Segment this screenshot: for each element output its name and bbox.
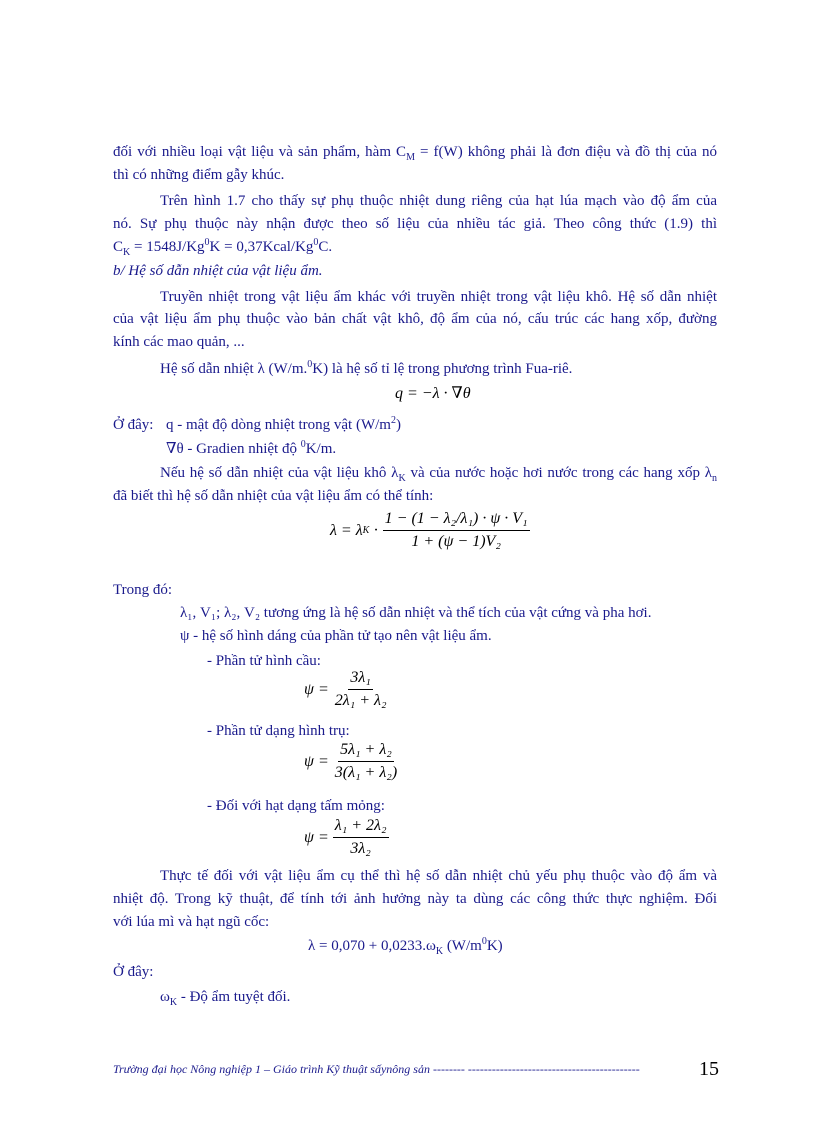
paragraph-line: Nếu hệ số dẫn nhiệt của vật liệu khô $\lambda_K$ và của nước hoặc hơi nước trong các hang xốp $\lambda_n$ xyxy=(160,465,717,484)
equation-moist-conductivity: λ = λ K · $\frac{\text{1 − (1 − λ₂/λ₁) · ψ · V₁}}{\text{1 + (ψ − 1)V₂}}$ xyxy=(330,510,528,550)
definition-line: λ₁, V₁; λ₂, V₂ tương ứng là hệ số dẫn nhiệt và thể tích của vật cứng và pha hơi. xyxy=(180,605,652,621)
footer-text: Trường đại học Nông nghiệp 1 – Giáo trình Kỹ thuật sấynông sản -------- ------------------------------------------- xyxy=(113,1062,640,1076)
paragraph-line: đối với nhiều loại vật liệu và sản phẩm, hàm $C_M = f(W)$ không phải là đơn điệu và đồ thị của nó xyxy=(113,144,717,163)
paragraph-line: của vật liệu ẩm phụ thuộc vào bản chất vật khô, độ ẩm của nó, cấu trúc các hang xốp, đường xyxy=(113,311,717,327)
equation-psi-sphere: ψ = $\frac{\text{3λ₁}}{\text{2λ₁ + λ₂}}$ xyxy=(304,669,387,709)
case-label: - Phần tử hình cầu: xyxy=(207,653,321,669)
paragraph-line: $C_K = 1548J/Kg^0K$ = $0,37Kcal/Kg^0C$. xyxy=(113,237,333,258)
paragraph-line: Hệ số dẫn nhiệt λ (W/m.$^0$K) là hệ số tỉ lệ trong phương trình Fua-riê. xyxy=(160,359,573,377)
paragraph-line: kính các mao quản, ... xyxy=(113,334,245,350)
case-label: - Đối với hạt dạng tấm mỏng: xyxy=(207,798,385,814)
paragraph-line: thì có những điểm gẫy khúc. xyxy=(113,167,285,183)
definition-line: q - mật độ dòng nhiệt trong vật $(W/m^2)$ xyxy=(166,415,401,433)
paragraph-line: đã biết thì hệ số dẫn nhiệt của vật liệu ẩm có thể tính: xyxy=(113,488,434,504)
paragraph-line: Trên hình 1.7 cho thấy sự phụ thuộc nhiệt dung riêng của hạt lúa mạch vào độ ẩm của xyxy=(160,193,717,209)
equation-wheat: $\lambda = 0,070 + 0,0233.\omega_K$ $(W/m^0K)$ xyxy=(308,936,503,957)
page-footer xyxy=(113,1058,717,1080)
paragraph-line: với lúa mì và hạt ngũ cốc: xyxy=(113,914,270,930)
page-number: 15 xyxy=(699,1058,719,1080)
paragraph-line: Thực tế đối với vật liệu ẩm cụ thể thì hệ số dẫn nhiệt chủ yếu phụ thuộc vào độ ẩm và xyxy=(160,868,717,884)
equation-psi-plate: ψ = $\frac{\text{λ₁ + 2λ₂}}{\text{3λ₂}}$ xyxy=(304,817,387,857)
definition-line: ψ - hệ số hình dáng của phần tử tạo nên vật liệu ẩm. xyxy=(180,628,492,644)
paragraph-line: nó. Sự phụ thuộc này nhận được theo số liệu của nhiều tác giả. Theo công thức (1.9) thì xyxy=(113,216,717,232)
paragraph-line: Truyền nhiệt trong vật liệu ẩm khác với truyền nhiệt trong vật liệu khô. Hệ số dẫn nhiệt xyxy=(160,289,717,305)
equation-fourier: q = −λ · ∇θ xyxy=(395,385,471,402)
definition-line: ∇θ - Gradien nhiệt độ $^0$K/m. xyxy=(166,439,337,457)
equation-psi-cylinder: ψ = $\frac{\text{5λ₁ + λ₂}}{\text{3(λ₁ + λ₂)}}$ xyxy=(304,741,398,781)
section-heading: b/ Hệ số dẫn nhiệt của vật liệu ẩm. xyxy=(113,263,323,279)
where-label: Ở đây: xyxy=(113,964,154,980)
definition-line: $\omega_K$ - Độ ẩm tuyệt đối. xyxy=(160,989,291,1008)
case-label: - Phần tử dạng hình trụ: xyxy=(207,723,350,739)
paragraph-line: nhiệt độ. Trong kỹ thuật, để tính tới ảnh hưởng này ta dùng các công thức thực nghiệm. Đối xyxy=(113,891,717,907)
where-label: Trong đó: xyxy=(113,582,173,598)
where-label: Ở đây: xyxy=(113,417,154,433)
